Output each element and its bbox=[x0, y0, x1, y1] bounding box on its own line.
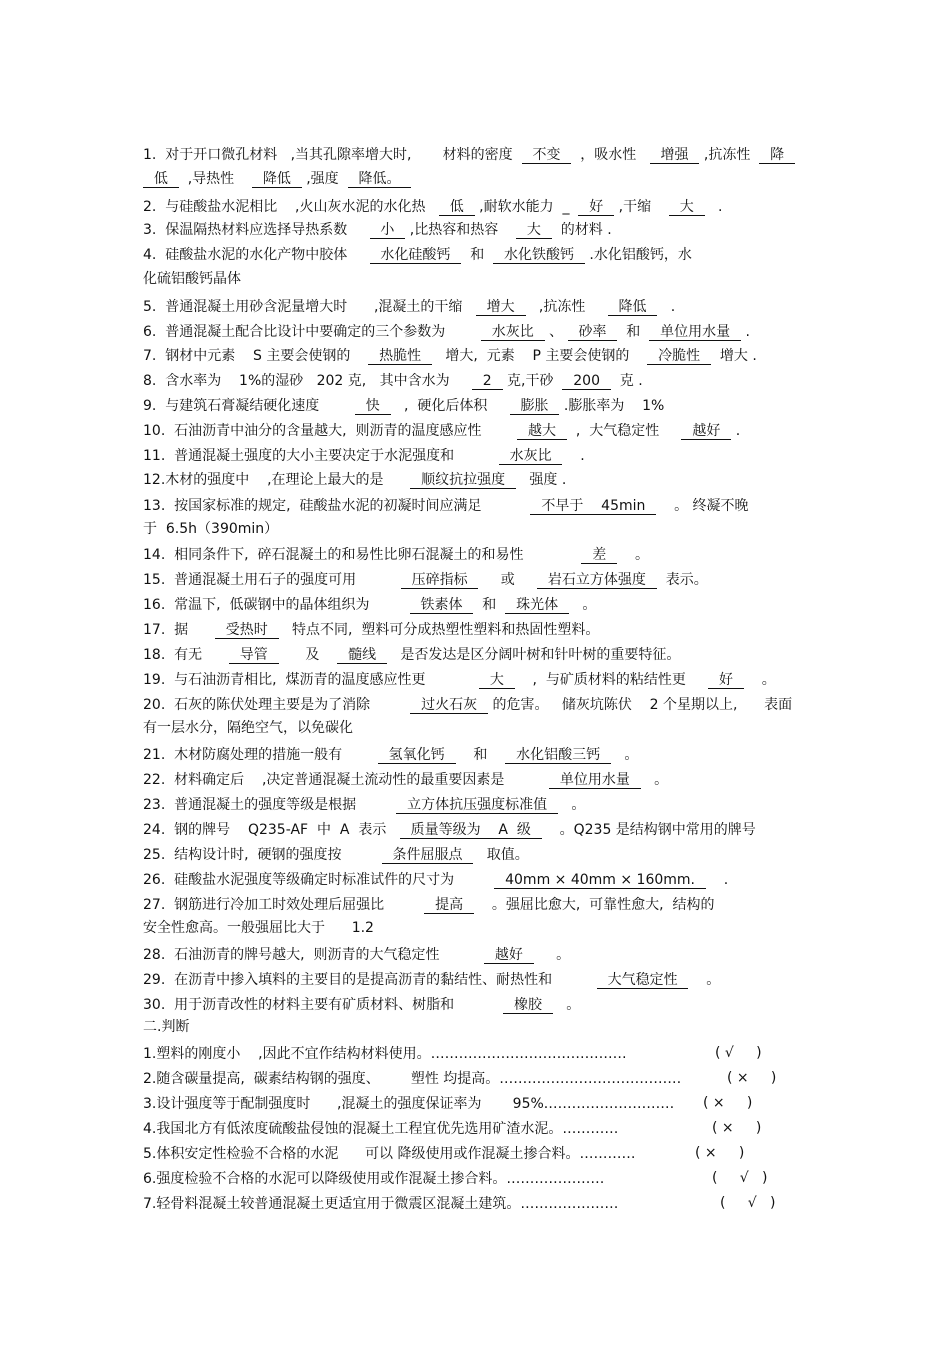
answer-blank: 导管 bbox=[230, 647, 277, 663]
judgement-text: 4.我国北方有低浓度硫酸盐侵蚀的混凝土工程宜优先选用矿渣水泥。………… bbox=[143, 1121, 619, 1137]
answer-blank: 水化铝酸三钙 bbox=[507, 747, 610, 763]
question-text: 和 bbox=[461, 247, 494, 263]
question-line bbox=[143, 996, 808, 1016]
question-text: ,抗冻性 bbox=[699, 147, 760, 163]
question-line bbox=[143, 571, 808, 591]
question-line bbox=[143, 696, 808, 716]
answer-blank: 低 bbox=[440, 199, 473, 215]
question-line bbox=[143, 198, 808, 218]
answer-blank: 条件屈服点 bbox=[383, 847, 472, 863]
question-line bbox=[143, 971, 808, 991]
judgement-mark: ( × ) bbox=[712, 1120, 762, 1136]
question-text: ,导热性 bbox=[178, 171, 252, 187]
answer-blank: 提高 bbox=[426, 897, 473, 913]
question-text: 。 bbox=[640, 772, 669, 788]
question-text: .膨胀率为 1% bbox=[559, 398, 665, 414]
answer-blank: 珠光体 bbox=[507, 597, 568, 613]
judgement-mark: ( × ) bbox=[727, 1070, 777, 1086]
question-text: 。 bbox=[552, 997, 581, 1013]
answer-blank: 冷脆性 bbox=[649, 348, 710, 364]
question-text: 29. 在沥青中掺入填料的主要目的是提高沥青的黏结性、耐热性和 bbox=[143, 972, 597, 988]
judgement-text: 6.强度检验不合格的水泥可以降级使用或作混凝土掺合料。………………… bbox=[143, 1171, 605, 1187]
answer-blank: 单位用水量 bbox=[550, 772, 639, 788]
question-text: 。 bbox=[617, 547, 649, 563]
question-text: 4. 硅酸盐水泥的水化产物中胶体 bbox=[143, 247, 370, 263]
question-text: ，吸水性 bbox=[571, 147, 650, 163]
answer-blank: 热脆性 bbox=[370, 348, 431, 364]
answer-blank: 2 bbox=[473, 373, 501, 389]
question-text: . bbox=[731, 423, 741, 439]
judgement-item bbox=[143, 1045, 808, 1065]
question-continuation bbox=[143, 919, 808, 939]
answer-blank: 降低 bbox=[253, 171, 300, 187]
answer-blank: 髓线 bbox=[339, 647, 386, 663]
question-text: . bbox=[741, 324, 750, 340]
question-text: , 硬化后体积 bbox=[390, 398, 510, 414]
answer-blank: 降低。 bbox=[349, 171, 410, 187]
question-text: 2. 与硅酸盐水泥相比 ,火山灰水泥的水化热 bbox=[143, 199, 439, 215]
question-text: 增大 . bbox=[711, 348, 757, 364]
answer-blank: 水化铁酸钙 bbox=[495, 247, 583, 263]
answer-blank: 快 bbox=[356, 398, 389, 414]
judgement-item bbox=[143, 1070, 808, 1090]
judgement-text: 3.设计强度等于配制强度时 ,混凝土的强度保证率为 95%.……………………… bbox=[143, 1096, 675, 1112]
question-line bbox=[143, 671, 808, 691]
question-line bbox=[143, 646, 808, 666]
question-text: 。 终凝不晚 bbox=[656, 498, 749, 514]
answer-blank: 越好 bbox=[683, 423, 730, 439]
question-continuation bbox=[143, 170, 808, 190]
answer-blank: 受热时 bbox=[216, 622, 277, 638]
question-text: 及 bbox=[278, 647, 338, 663]
question-text: 5. 普通混凝土用砂含泥量增大时 ,混凝土的干缩 bbox=[143, 299, 476, 315]
question-text: 。 bbox=[688, 972, 721, 988]
question-text: 。强屈比愈大, 可靠性愈大, 结构的 bbox=[474, 897, 715, 913]
question-text: . bbox=[704, 199, 723, 215]
answer-blank: 大气稳定性 bbox=[598, 972, 687, 988]
answer-blank: 40mm × 40mm × 160mm. bbox=[496, 872, 704, 888]
answer-blank: 质量等级为 A 级 bbox=[401, 822, 540, 838]
question-line bbox=[143, 221, 808, 241]
answer-blank: 岩石立方体强度 bbox=[539, 572, 655, 588]
question-text: 14. 相同条件下, 碎石混凝土的和易性比卵石混凝土的和易性 bbox=[143, 547, 582, 563]
question-line bbox=[143, 372, 808, 392]
judgement-mark: ( √ ) bbox=[712, 1170, 768, 1186]
question-line bbox=[143, 471, 808, 491]
answer-blank: 越大 bbox=[519, 423, 565, 439]
question-text: 7. 钢材中元素 S 主要会使钢的 bbox=[143, 348, 369, 364]
answer-blank: 立方体抗压强度标准值 bbox=[398, 797, 557, 813]
question-text: 安全性愈高。一般强屈比大于 1.2 bbox=[143, 920, 374, 936]
question-text: 或 bbox=[478, 572, 537, 588]
question-line bbox=[143, 397, 808, 417]
judgement-text: 2.随含碳量提高, 碳素结构钢的强度、 塑性 均提高。………………………………… bbox=[143, 1071, 682, 1087]
answer-blank: 200 bbox=[564, 373, 609, 389]
judgement-text: 7.轻骨料混凝土较普通混凝土更适宜用于微震区混凝土建筑。………………… bbox=[143, 1196, 619, 1212]
judgement-text: 5.体积安定性检验不合格的水泥 可以 降级使用或作混凝土掺合料。………… bbox=[143, 1146, 636, 1162]
question-text: 、 bbox=[544, 324, 568, 340]
question-text: 8. 含水率为 1%的湿砂 202 克, 其中含水为 bbox=[143, 373, 472, 389]
question-line bbox=[143, 546, 808, 566]
answer-blank: 水灰比 bbox=[500, 448, 561, 464]
answer-blank: 好 bbox=[580, 199, 613, 215]
answer-blank: 铁素体 bbox=[411, 597, 472, 613]
question-text: 28. 石油沥青的牌号越大, 则沥青的大气稳定性 bbox=[143, 947, 485, 963]
answer-blank: 不变 bbox=[523, 147, 570, 163]
answer-blank: 增强 bbox=[651, 147, 698, 163]
question-line bbox=[143, 896, 808, 916]
question-continuation bbox=[143, 719, 808, 739]
question-text: 10. 石油沥青中油分的含量越大, 则沥青的温度感应性 bbox=[143, 423, 518, 439]
question-text: 化硫铝酸钙晶体 bbox=[143, 271, 241, 287]
question-text: 于 6.5h（390min） bbox=[143, 521, 279, 537]
question-text: 16. 常温下, 低碳钢中的晶体组织为 bbox=[143, 597, 410, 613]
question-text: 强度 . bbox=[516, 472, 567, 488]
answer-blank: 水灰比 bbox=[482, 324, 543, 340]
question-text: , 大气稳定性 bbox=[566, 423, 682, 439]
question-line bbox=[143, 447, 808, 467]
judgement-mark: ( × ) bbox=[695, 1145, 745, 1161]
judgement-item bbox=[143, 1170, 808, 1190]
answer-blank: 好 bbox=[710, 672, 742, 688]
question-text: 27. 钢筋进行冷加工时效处理后屈强比 bbox=[143, 897, 425, 913]
question-text: 20. 石灰的陈伏处理主要是为了消除 bbox=[143, 697, 411, 713]
question-line bbox=[143, 746, 808, 766]
question-text: 增大, 元素 P 主要会使钢的 bbox=[432, 348, 648, 364]
answer-blank: 砂率 bbox=[569, 324, 616, 340]
question-text: 18. 有无 bbox=[143, 647, 229, 663]
question-text: 是否发达是区分阔叶树和针叶树的重要特征。 bbox=[387, 647, 681, 663]
question-text: . bbox=[657, 299, 676, 315]
question-line bbox=[143, 621, 808, 641]
judgement-item bbox=[143, 1120, 808, 1140]
answer-blank: 差 bbox=[583, 547, 616, 563]
question-line bbox=[143, 323, 808, 343]
question-line bbox=[143, 596, 808, 616]
question-text: ,比热容和热容 bbox=[405, 222, 517, 238]
question-line bbox=[143, 821, 808, 841]
question-text: 25. 结构设计时, 硬钢的强度按 bbox=[143, 847, 382, 863]
question-text: 。 bbox=[611, 747, 639, 763]
question-text: 克,干砂 bbox=[502, 373, 563, 389]
question-text: 。 bbox=[743, 672, 776, 688]
question-line bbox=[143, 246, 808, 266]
answer-blank: 水化硅酸钙 bbox=[371, 247, 460, 263]
question-text: 23. 普通混凝土的强度等级是根据 bbox=[143, 797, 397, 813]
question-text: . bbox=[705, 872, 729, 888]
question-text: 17. 据 bbox=[143, 622, 215, 638]
question-text: 。 bbox=[569, 597, 597, 613]
answer-blank: 过火石灰 bbox=[412, 697, 487, 713]
answer-blank: 氢氧化钙 bbox=[379, 747, 454, 763]
question-line bbox=[143, 846, 808, 866]
question-line bbox=[143, 146, 808, 166]
question-text: 26. 硅酸盐水泥强度等级确定时标准试件的尺寸为 bbox=[143, 872, 495, 888]
question-text: 克 . bbox=[610, 373, 643, 389]
answer-blank: 膨胀 bbox=[511, 398, 558, 414]
answer-blank: 低 bbox=[145, 171, 177, 187]
question-continuation bbox=[143, 270, 808, 290]
question-text: 的材料 . bbox=[551, 222, 612, 238]
question-line bbox=[143, 871, 808, 891]
judgement-text: 1.塑料的刚度小 ,因此不宜作结构材料使用。…………………………………… bbox=[143, 1046, 627, 1062]
answer-blank: 大 bbox=[518, 222, 550, 238]
question-text: .水化铝酸钙，水 bbox=[584, 247, 692, 263]
answer-blank: 压碎指标 bbox=[402, 572, 477, 588]
answer-blank: 降低 bbox=[609, 299, 656, 315]
question-text: 22. 材料确定后 ,决定普通混凝土流动性的最重要因素是 bbox=[143, 772, 549, 788]
question-line bbox=[143, 946, 808, 966]
question-line bbox=[143, 497, 808, 517]
question-line bbox=[143, 347, 808, 367]
question-text: ,抗冻性 bbox=[525, 299, 608, 315]
question-text: 12.木材的强度中 ,在理论上最大的是 bbox=[143, 472, 411, 488]
question-text: 24. 钢的牌号 Q235-AF 中 A 表示 bbox=[143, 822, 400, 838]
judgement-item bbox=[143, 1195, 808, 1215]
question-text: 1. 对于开口微孔材料 ,当其孔隙率增大时, 材料的密度 bbox=[143, 147, 522, 163]
question-continuation bbox=[143, 520, 808, 540]
question-line bbox=[143, 298, 808, 318]
question-text: 和 bbox=[455, 747, 506, 763]
question-text: 的危害。 储灰坑陈伏 2 个星期以上, 表面 bbox=[488, 697, 793, 713]
question-text: 3. 保温隔热材料应选择导热系数 bbox=[143, 222, 370, 238]
question-text: 。 bbox=[558, 797, 586, 813]
question-text: 和 bbox=[473, 597, 506, 613]
judgement-mark: ( √ ) bbox=[720, 1195, 776, 1211]
question-line bbox=[143, 771, 808, 791]
question-line bbox=[143, 796, 808, 816]
section-title: 二.判断 bbox=[143, 1019, 190, 1035]
question-text: 6. 普通混凝土配合比设计中要确定的三个参数为 bbox=[143, 324, 481, 340]
question-text: 。 bbox=[533, 947, 571, 963]
question-text: 和 bbox=[617, 324, 650, 340]
judgement-mark: ( × ) bbox=[703, 1095, 753, 1111]
question-text: ,耐软水能力 _ bbox=[474, 199, 579, 215]
question-text: 21. 木材防腐处理的措施一般有 bbox=[143, 747, 378, 763]
question-text: 特点不同, 塑料可分成热塑性塑料和热固性塑料。 bbox=[278, 622, 600, 638]
answer-blank: 顺纹抗拉强度 bbox=[412, 472, 515, 488]
question-text: . bbox=[562, 448, 585, 464]
answer-blank: 橡胶 bbox=[505, 997, 551, 1013]
answer-blank: 小 bbox=[371, 222, 404, 238]
question-text: 15. 普通混凝土用石子的强度可用 bbox=[143, 572, 401, 588]
question-text: , 与矿质材料的粘结性更 bbox=[514, 672, 709, 688]
question-text: ,强度 bbox=[301, 171, 348, 187]
answer-blank: 越好 bbox=[486, 947, 532, 963]
question-text: 9. 与建筑石膏凝结硬化速度 bbox=[143, 398, 355, 414]
question-text: 11. 普通混凝土强度的大小主要决定于水泥强度和 bbox=[143, 448, 499, 464]
answer-blank: 大 bbox=[670, 199, 703, 215]
question-line bbox=[143, 422, 808, 442]
question-text: 取值。 bbox=[473, 847, 529, 863]
answer-blank: 不早于 45min bbox=[532, 498, 655, 514]
question-text: 表示。 bbox=[656, 572, 708, 588]
judgement-mark: ( √ ) bbox=[715, 1045, 762, 1061]
question-text: ,干缩 bbox=[614, 199, 669, 215]
question-text: 19. 与石油沥青相比, 煤沥青的温度感应性更 bbox=[143, 672, 479, 688]
question-text: 13. 按国家标准的规定, 硅酸盐水泥的初凝时间应满足 bbox=[143, 498, 531, 514]
answer-blank: 降 bbox=[761, 147, 794, 163]
question-text: 。Q235 是结构钢中常用的牌号 bbox=[541, 822, 756, 838]
answer-blank: 增大 bbox=[477, 299, 524, 315]
answer-blank: 大 bbox=[480, 672, 513, 688]
question-text: 30. 用于沥青改性的材料主要有矿质材料、树脂和 bbox=[143, 997, 504, 1013]
answer-blank: 单位用水量 bbox=[651, 324, 740, 340]
question-text: 有一层水分，隔绝空气，以免碳化 bbox=[143, 720, 353, 736]
